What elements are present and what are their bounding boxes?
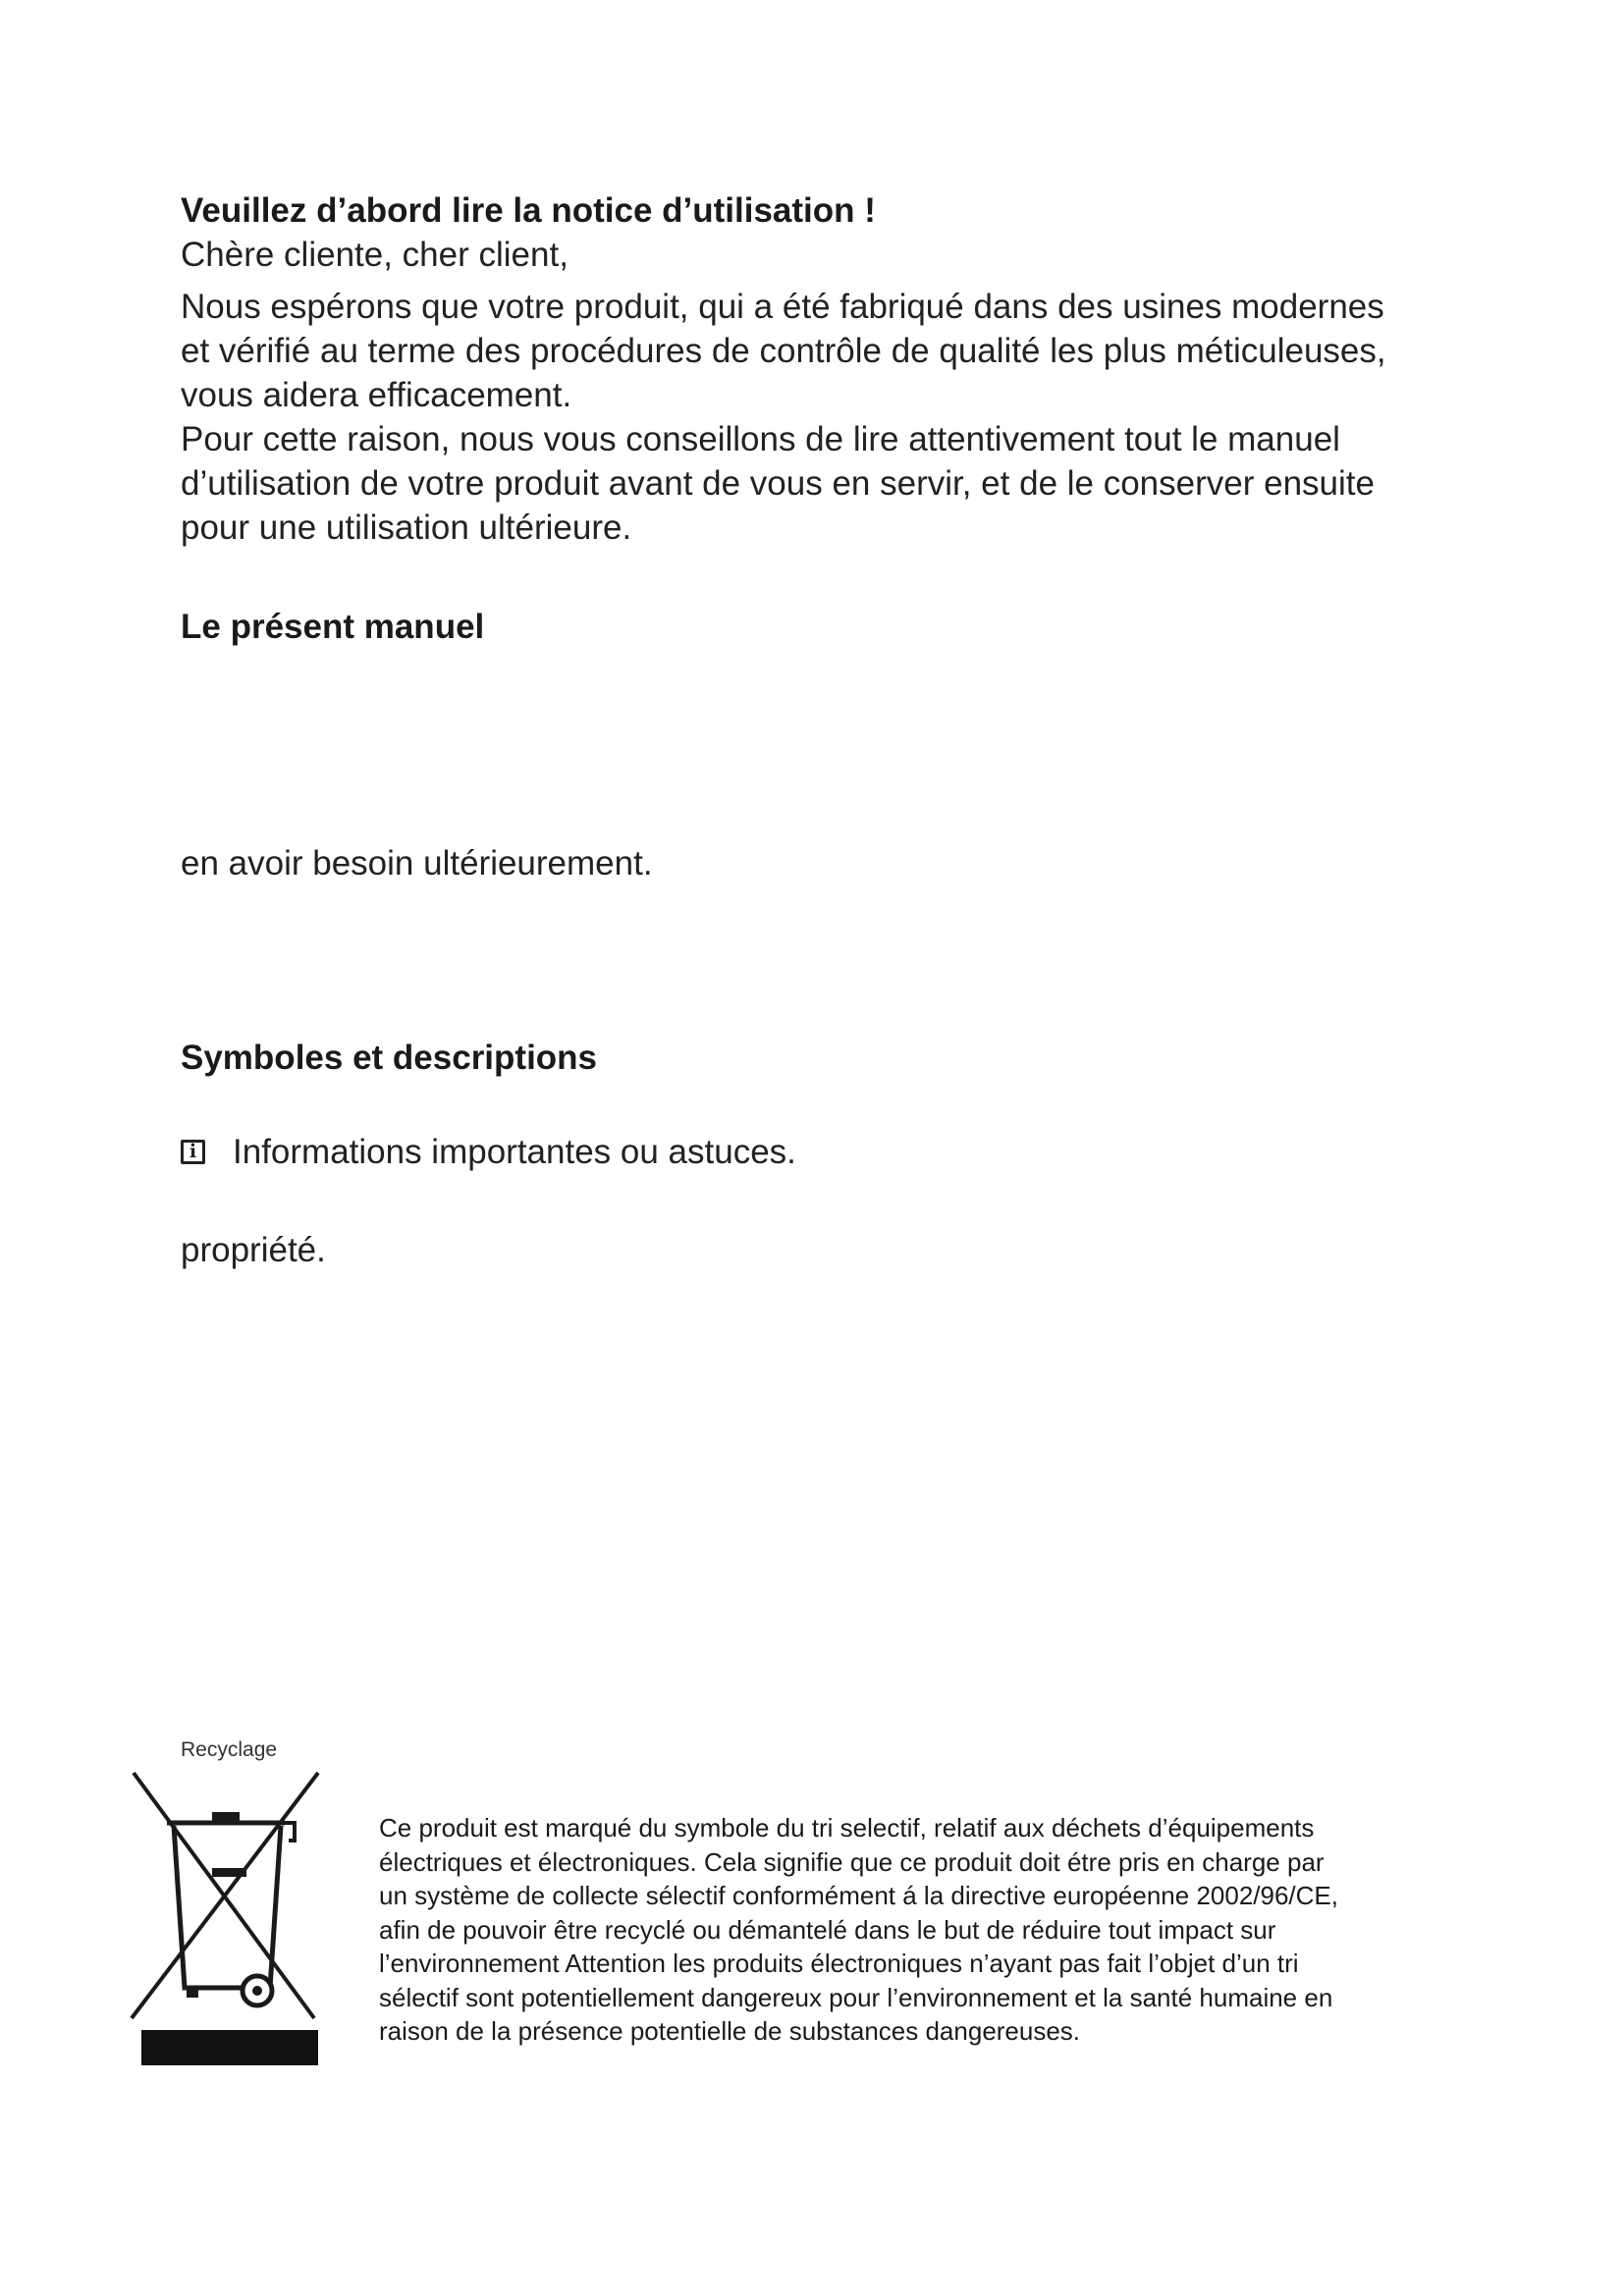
intro-heading: Veuillez d’abord lire la notice d’utilisation ! (181, 191, 876, 230)
intro-para2-line: pour une utilisation ultérieure. (181, 508, 632, 547)
recycling-notice-line: raison de la présence potentielle de substances dangereuses. (379, 2016, 1081, 2046)
intro-para1-line: et vérifié au terme des procédures de contrôle de qualité les plus méticuleuses, (181, 332, 1386, 370)
recycling-label: Recyclage (181, 1738, 278, 1761)
info-icon: i (181, 1140, 205, 1164)
salutation: Chère cliente, cher client, (181, 236, 568, 274)
recycling-notice (379, 1811, 1469, 2049)
info-symbol-text: Informations importantes ou astuces. (233, 1133, 796, 1171)
symbols-trailing-text: propriété. (181, 1231, 326, 1269)
intro-para2-line: d’utilisation de votre produit avant de vous en servir, et de le conserver ensuite (181, 464, 1375, 503)
recycling-notice-line: sélectif sont potentiellement dangereux pour l’environnement et la santé humaine en (379, 1982, 1333, 2012)
recycling-notice-line: Ce produit est marqué du symbole du tri selectif, relatif aux déchets d’équipements (379, 1813, 1315, 1842)
info-symbol-line (181, 1130, 1457, 1174)
recycling-notice-line: l’environnement Attention les produits électroniques n’ayant pas fait l’objet d’un tri (379, 1949, 1299, 1978)
symbols-heading: Symboles et descriptions (181, 1039, 598, 1077)
manual-heading: Le présent manuel (181, 608, 485, 646)
manual-trailing-text: en avoir besoin ultérieurement. (181, 844, 653, 882)
intro-para2-line: Pour cette raison, nous vous conseillons de lire attentivement tout le manuel (181, 420, 1340, 458)
intro-para1-line: Nous espérons que votre produit, qui a été fabriqué dans des usines modernes (181, 288, 1384, 326)
recycling-notice-line: électriques et électroniques. Cela signifie que ce produit doit étre pris en charge par (379, 1846, 1325, 1877)
crossed-out-wheelie-bin-icon (128, 1767, 324, 2066)
intro-section (181, 189, 1457, 550)
recycling-notice-line: afin de pouvoir être recyclé ou démantelé dans le but de réduire tout impact sur (379, 1914, 1276, 1945)
intro-para1-line: vous aidera efficacement. (181, 376, 572, 414)
recycling-notice-line: un système de collecte sélectif conformément á la directive européenne 2002/96/CE, (379, 1881, 1338, 1910)
